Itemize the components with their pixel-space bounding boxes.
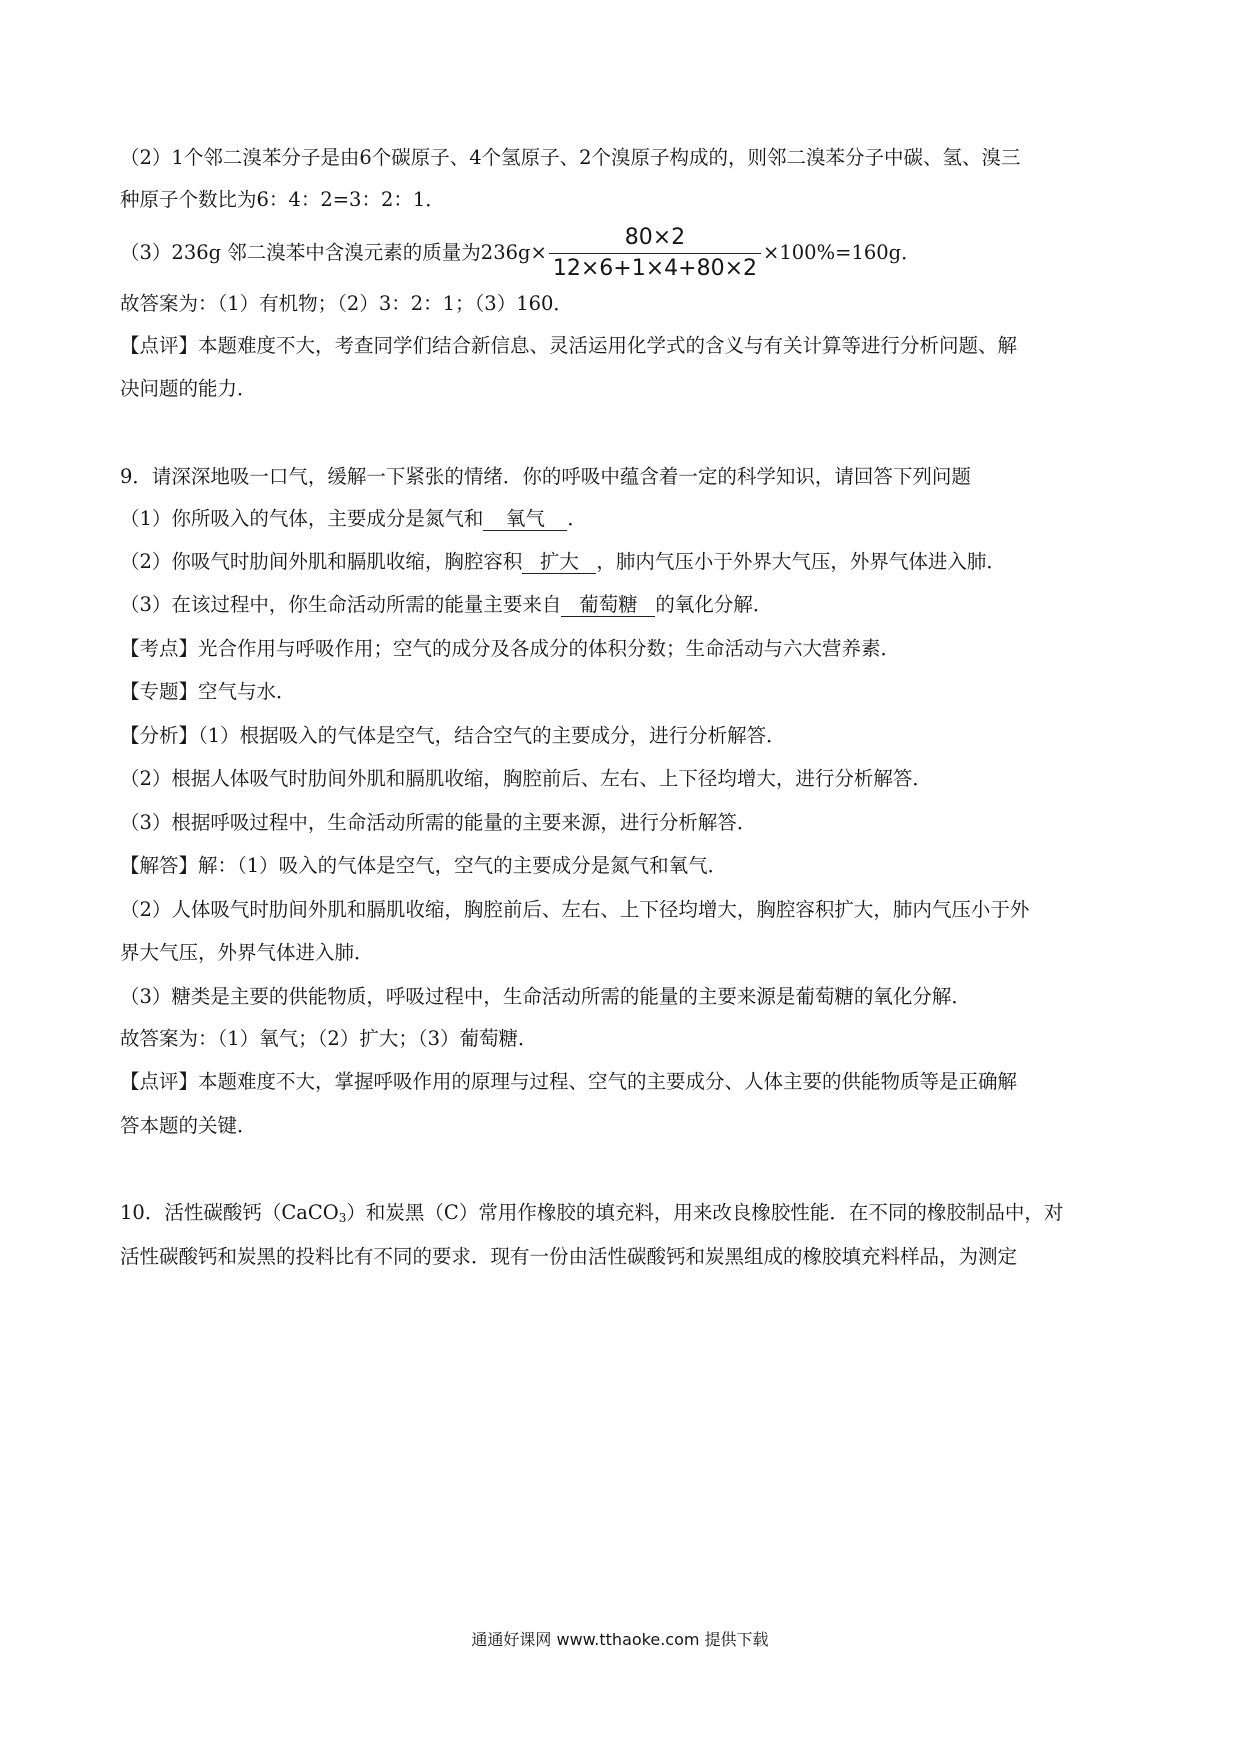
q8-part3-suffix: ×100%=160g． [763,241,921,264]
q8-answer: 故答案为：（1）有机物；（2）3：2：1；（3）160． [120,292,573,315]
q9-subq2-end: ，肺内气压小于外界大气压，外界气体进入肺． [596,550,1006,573]
fraction-numerator: 80×2 [624,225,686,250]
q10-stem-rest: ）和炭黑（C）常用作橡胶的填充料，用来改良橡胶性能．在不同的橡胶制品中，对 [346,1201,1064,1224]
q10-stem [120,1200,1063,1231]
q9-jieda-1: 【解答】解：（1）吸入的气体是空气，空气的主要成分是氮气和氧气． [120,854,728,877]
q9-subq3-end: 的氧化分解． [655,593,773,616]
q8-part2-cont: 种原子个数比为6：4：2=3：2：1． [120,188,445,211]
answer-blank-3: 葡萄糖 [561,594,655,617]
q9-comment-cont: 答本题的关键． [120,1114,257,1137]
q9-subq1 [120,506,587,532]
answer-blank-2: 扩大 [522,551,596,574]
q8-comment: 【点评】本题难度不大，考查同学们结合新信息、灵活运用化学式的含义与有关计算等进行分析问题、解 [120,334,1018,357]
answer-blank-1: 氧气 [483,508,567,531]
q9-subq3 [120,592,772,618]
q9-fenxi-2: （2）根据人体吸气时肋间外肌和膈肌收缩，胸腔前后、左右、上下径均增大，进行分析解答． [120,767,932,790]
q9-jieda-3: （3）糖类是主要的供能物质，呼吸过程中，生命活动所需的能量的主要来源是葡萄糖的氧化分解． [120,985,971,1008]
q9-subq1-text: （1）你所吸入的气体，主要成分是氮气和 [120,507,484,530]
q9-jieda-2-cont: 界大气压，外界气体进入肺． [120,941,374,964]
fraction-denominator: 12×6+1×4+80×2 [552,256,758,281]
q9-answer: 故答案为：（1）氧气；（2）扩大；（3）葡萄糖． [120,1027,538,1050]
q8-comment-cont: 决问题的能力． [120,377,257,400]
q8-part2: （2）1个邻二溴苯分子是由6个碳原子、4个氢原子、2个溴原子构成的，则邻二溴苯分子中碳、氢、溴三 [120,146,1021,169]
q10-stem-start: 10．活性碳酸钙（CaCO [120,1201,339,1224]
q9-kaodian: 【考点】光合作用与呼吸作用；空气的成分及各成分的体积分数；生命活动与六大营养素． [120,637,901,660]
q9-subq2 [120,549,1006,575]
page-footer: 通通好课网 www.tthaoke.com 提供下载 [471,1630,769,1649]
q9-stem: 9．请深深地吸一口气，缓解一下紧张的情绪．你的呼吸中蕴含着一定的科学知识，请回答下列问题 [120,465,971,488]
q9-zhuanti: 【专题】空气与水． [120,680,296,703]
q9-subq3-text: （3）在该过程中，你生命活动所需的能量主要来自 [120,593,562,616]
q8-part3-prefix: （3）236g 邻二溴苯中含溴元素的质量为236g× [120,241,547,264]
q9-subq1-end: ． [567,507,587,530]
q9-subq2-text: （2）你吸气时肋间外肌和膈肌收缩，胸腔容积 [120,550,523,573]
subscript: 3 [338,1211,347,1225]
q10-stem-cont: 活性碳酸钙和炭黑的投料比有不同的要求．现有一份由活性碳酸钙和炭黑组成的橡胶填充料样品，为测定 [120,1245,1018,1268]
q9-fenxi-1: 【分析】（1）根据吸入的气体是空气，结合空气的主要成分，进行分析解答． [120,724,786,747]
mass-fraction [549,223,761,284]
q8-part3 [120,223,921,284]
q9-jieda-2: （2）人体吸气时肋间外肌和膈肌收缩，胸腔前后、左右、上下径均增大，胸腔容积扩大，肺内气压小于外 [120,898,1030,921]
q9-comment: 【点评】本题难度不大，掌握呼吸作用的原理与过程、空气的主要成分、人体主要的供能物质等是正确解 [120,1070,1018,1093]
q9-fenxi-3: （3）根据呼吸过程中，生命活动所需的能量的主要来源，进行分析解答． [120,811,757,834]
